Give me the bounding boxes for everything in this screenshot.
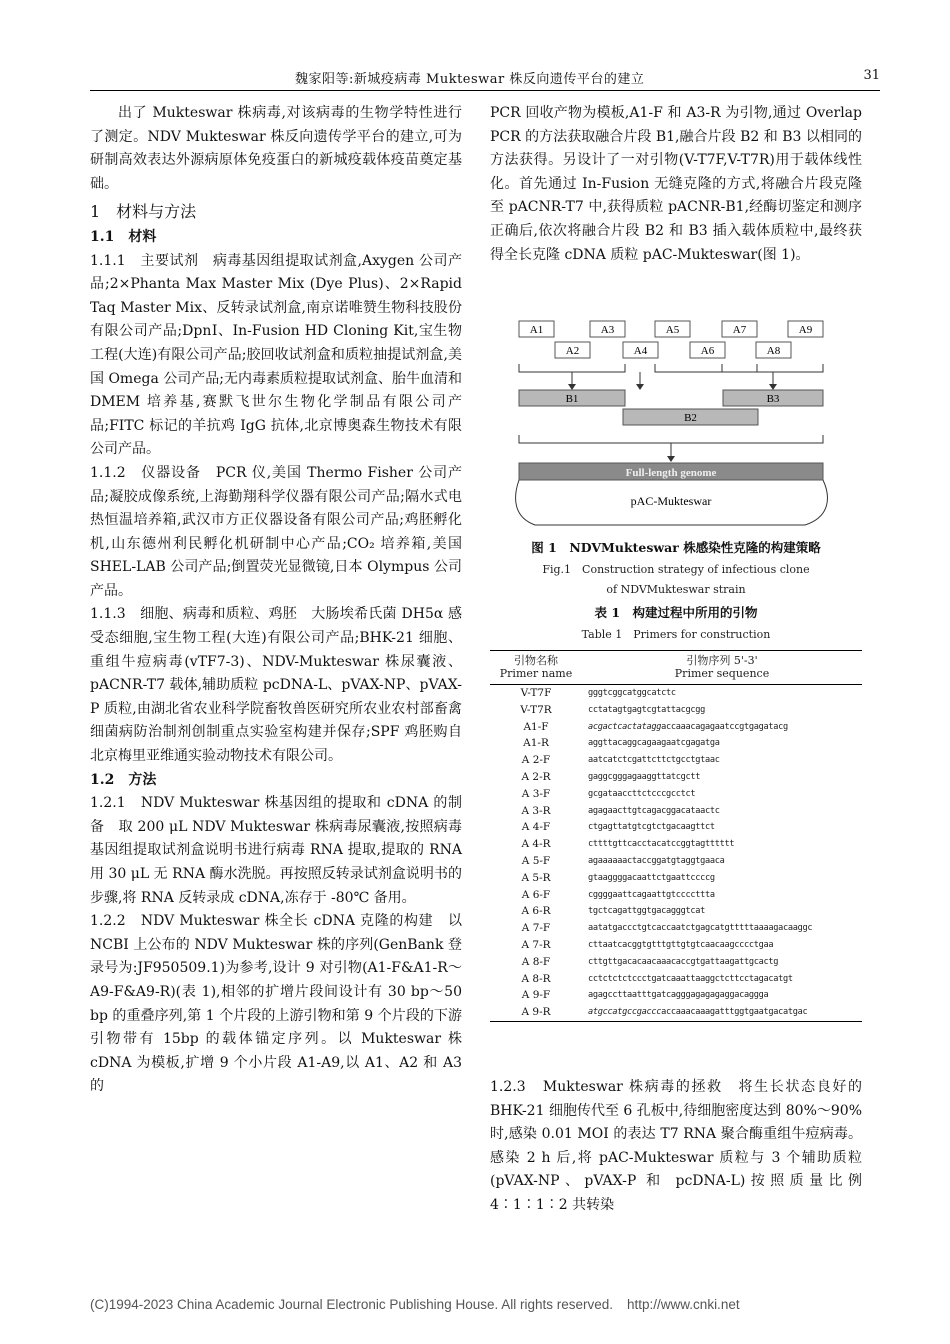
right-lower-text — [490, 1076, 862, 1218]
heading-1-2-3: 1.2.3 Mukteswar 株病毒的拯救 — [490, 1079, 723, 1095]
text-1-2-2: 以 NCBI 上公布的 NDV Mukteswar 株的序列(GenBank 登录号为:JF950509.1)为参考,设计 9 对引物(A1-F&A1-R～A9-F&A9-R)(表 1),相邻的扩增片段间设计有 30 bp～50 bp 的重叠序列,第 1 个片段的上游引物和第 9 个片段的下游引物带有 15bp 的载体锚定序列。以 Mukteswar 株 cDNA 为模板,扩增 9 个小片段 A1-A9,以 A1、A2 和 A3 的 — [90, 913, 463, 1095]
left-column — [90, 102, 462, 1099]
section-1-1-3 — [90, 603, 462, 768]
label-a9: A9 — [798, 324, 813, 336]
primer-core-sequence: agagccttaatttgatcagggagagagaggacaggga — [588, 990, 769, 1001]
primer-name: A1-F — [523, 720, 549, 733]
primer-core-sequence: accaaacaaagatttggtgaatgacatgac — [661, 1007, 808, 1018]
primer-core-sequence: cggggaattcagaattgtccccttta — [588, 889, 715, 900]
label-a6: A6 — [700, 345, 715, 357]
primer-sequence — [582, 836, 862, 853]
section-1-2-heading: 1.2 方法 — [90, 771, 157, 788]
anchor-sequence: atgccatgccgaccc — [588, 1007, 662, 1018]
primer-name: A 5-R — [521, 871, 551, 884]
label-a7: A7 — [732, 324, 747, 336]
primer-core-sequence: tgctcagattggtgacagggtcat — [588, 906, 705, 917]
label-b2: B2 — [684, 412, 697, 424]
primer-name: A 6-F — [521, 888, 551, 901]
text-1-1-2: PCR 仪,美国 Thermo Fisher 公司产品;凝胶成像系统,上海勤翔科学仪器有限公司产品;隔水式电热恒温培养箱,武汉市方正仪器设备有限公司产品;鸡胚孵化机,山东德州利民孵化机研制中心产品;CO₂ 培养箱,美国 SHEL-LAB 公司产品;倒置荧光显微镜,日本 Olympus 公司产品。 — [90, 464, 462, 599]
table-row — [490, 971, 862, 988]
table-row — [490, 803, 862, 820]
header-title: 魏家阳等:新城疫病毒 Mukteswar 株反向遗传平台的建立 — [295, 72, 645, 87]
primer-sequence — [582, 887, 862, 904]
primer-name: A 8-F — [521, 955, 551, 968]
arrowhead-b — [667, 456, 675, 462]
table-row — [490, 870, 862, 887]
section-1-2-2 — [90, 910, 462, 1099]
primer-sequence — [582, 987, 862, 1004]
primer-name: V-T7F — [520, 687, 552, 699]
table-row — [490, 1004, 862, 1021]
table-row — [490, 786, 862, 803]
primer-name: A 8-R — [521, 972, 551, 985]
copyright-text: (C)1994-2023 China Academic Journal Electronic Publishing House. All rights reserved. — [90, 1297, 614, 1312]
primer-name: A 9-F — [521, 989, 551, 1002]
figure-1-caption-en-1: Fig.1 Construction strategy of infectious clone — [542, 563, 810, 576]
table-row — [490, 752, 862, 769]
primer-name: V-T7R — [520, 703, 552, 716]
page-number: 31 — [863, 68, 880, 83]
right-column — [490, 102, 862, 267]
copyright-footer — [90, 1297, 754, 1312]
section-1-2-1 — [90, 792, 462, 910]
heading-1-1-2: 1.1.2 仪器设备 — [90, 464, 201, 481]
primer-core-sequence: gtaaggggacaattctgaattccccg — [588, 872, 715, 883]
primer-sequence — [582, 803, 862, 820]
primer-sequence — [582, 685, 862, 702]
table-row — [490, 735, 862, 752]
primer-name: A 7-F — [521, 922, 551, 935]
primer-sequence — [582, 971, 862, 988]
table-row — [490, 702, 862, 719]
primer-sequence — [582, 735, 862, 752]
table-row — [490, 819, 862, 836]
text-1-1-1: 病毒基因组提取试剂盒,Axygen 公司产品;2×Phanta Max Master Mix (Dye Plus)、2×Rapid Taq Master Mix、反转录试剂盒,南京诺唯赞生物科技股份有限公司产品;DpnⅠ、In-Fusion HD Cloning Kit,宝生物工程(大连)有限公司产品;胶回收试剂盒和质粒抽提试剂盒,美国 Omega 公司产品;无内毒素质粒提取试剂盒、胎牛血清和 DMEM 培养基,赛默飞世尔生物化学制品有限公司产品;FITC 标记的羊抗鸡 IgG 抗体,北京博奥森生物技术有限公司产品。 — [90, 252, 462, 458]
col-primer-name: 引物名称 Primer name — [490, 651, 582, 685]
table-row — [490, 887, 862, 904]
table-row — [490, 685, 862, 702]
primer-core-sequence: cttttgttcacctacatccggtagtttttt — [588, 839, 735, 850]
primer-core-sequence: gcgataaccttctcccgcctct — [588, 788, 696, 799]
primer-name: A 6-R — [521, 905, 551, 918]
table-row — [490, 954, 862, 971]
text-1-1-3: 大肠埃希氏菌 DH5α 感受态细胞,宝生物工程(大连)有限公司产品;BHK-21 细胞、重组牛痘病毒(vTF7-3)、NDV-Mukteswar 株尿囊液、pACNR-T7 载体,辅助质粒 pcDNA-L、pVAX-NP、pVAX-P 质粒,由湖北省农业科学院畜牧兽医研究所农业农村部畜禽细菌病防治制剂创制重点实验室构建并保存;SPF 鸡胚购自北京梅里亚维通实验动物技术有限公司。 — [90, 606, 463, 765]
table-row — [490, 769, 862, 786]
primer-sequence — [582, 786, 862, 803]
primer-name: A 7-R — [521, 938, 551, 951]
running-header — [90, 68, 880, 91]
primer-core-sequence: accaaacagagaatccgtgagatacg — [661, 721, 788, 732]
table-row — [490, 920, 862, 937]
section-1-heading: 1 材料与方法 — [90, 202, 197, 222]
primer-table-body — [490, 685, 862, 1022]
primer-name: A 2-R — [521, 770, 551, 783]
primer-sequence — [582, 853, 862, 870]
section-1-1-2 — [90, 462, 462, 604]
primer-core-sequence: cttaatcacggtgtttgttgtgtcaacaagcccctgaa — [588, 939, 774, 950]
primer-core-sequence: aatatgaccctgtcaccaatctgagcatgtttttaaaagacaaggc — [588, 923, 813, 934]
genome-label: Full-length genome — [625, 467, 717, 479]
table-row — [490, 853, 862, 870]
table-row — [490, 937, 862, 954]
table-1-caption-en: Table 1 Primers for construction — [581, 628, 771, 641]
table-row — [490, 987, 862, 1004]
primer-name: A 9-R — [521, 1006, 551, 1019]
primer-name: A 3-F — [521, 787, 551, 800]
primer-sequence — [582, 870, 862, 887]
anchor-sequence: acgactcactatagg — [588, 721, 662, 732]
merge-brackets-b — [519, 435, 823, 458]
primer-sequence — [582, 954, 862, 971]
primer-core-sequence: ctgagttatgtcgtctgacaagttct — [588, 822, 715, 833]
label-a8: A8 — [766, 345, 781, 357]
primer-sequence — [582, 702, 862, 719]
label-b1: B1 — [565, 393, 579, 405]
primer-name: A 3-R — [521, 804, 551, 817]
primer-sequence — [582, 719, 862, 736]
text-1-2-1: 取 200 μL NDV Mukteswar 株病毒尿囊液,按照病毒基因组提取试剂盒说明书进行病毒 RNA 提取,提取的 RNA 用 30 μL 无 RNA 酶水洗脱。再按照反转录试剂盒说明书的步骤,将 RNA 反转录成 cDNA,冻存于 -80℃ 备用。 — [90, 818, 463, 906]
section-1-1-1 — [90, 250, 462, 462]
label-b3: B3 — [766, 393, 780, 405]
heading-1-1-1: 1.1.1 主要试剂 — [90, 252, 199, 269]
primer-sequence — [582, 937, 862, 954]
intro-paragraph: 出了 Mukteswar 株病毒,对该病毒的生物学特性进行了测定。NDV Mukteswar 株反向遗传学平台的建立,可为研制高效表达外源病原体免疫蛋白的新城疫载体疫苗奠定基础。 — [90, 105, 462, 192]
primer-core-sequence: aggttacaggcagaagaatcgagatga — [588, 738, 720, 749]
primer-core-sequence: cctctctctccctgatcaaattaaggctcttcctagacatgt — [588, 973, 793, 984]
primer-sequence — [582, 903, 862, 920]
primer-sequence — [582, 1004, 862, 1021]
label-a5: A5 — [665, 324, 680, 336]
primer-sequence — [582, 752, 862, 769]
figure-1-diagram — [505, 312, 850, 540]
col-primer-sequence: 引物序列 5'-3' Primer sequence — [582, 651, 862, 685]
plasmid-label: pAC-Mukteswar — [630, 494, 712, 508]
primer-core-sequence: cttgttgacacaacaaacaccgtgattaagattgcactg — [588, 956, 779, 967]
primer-core-sequence: gaggcgggagaaggttatcgctt — [588, 771, 701, 782]
continued-paragraph: PCR 回收产物为模板,A1-F 和 A3-R 为引物,通过 Overlap PCR 的方法获取融合片段 B1,融合片段 B2 和 B3 以相同的方法获得。另设计了一对引物(V-T7F,V-T7R)用于载体线性化。首先通过 In-Fusion 无缝克隆的方式,将融合片段克隆至 pACNR-T7 中,获得质粒 pACNR-B1,经酶切鉴定和测序正确后,依次将融合片段 B2 和 B3 插入载体质粒中,最终获得全长克隆 cDNA 质粒 pAC-Mukteswar(图 1)。 — [490, 105, 862, 263]
primer-sequence — [582, 769, 862, 786]
primer-table — [490, 650, 862, 1022]
primer-core-sequence: gggtcggcatggcatctc — [588, 688, 676, 698]
primer-sequence — [582, 920, 862, 937]
arrowheads-a — [568, 384, 777, 390]
heading-1-2-1: 1.2.1 NDV Mukteswar 株基因组的提取和 cDNA 的制备 — [90, 795, 462, 835]
primer-name: A 5-F — [521, 854, 551, 867]
primer-core-sequence: agagaacttgtcagacggacataactc — [588, 805, 720, 816]
table-row — [490, 836, 862, 853]
section-1-2-3 — [490, 1076, 862, 1218]
primer-sequence — [582, 819, 862, 836]
label-a4: A4 — [633, 345, 648, 357]
primer-name: A 4-R — [521, 838, 551, 851]
merge-brackets-a — [519, 364, 823, 386]
primer-name: A1-R — [523, 737, 549, 750]
heading-1-2-2: 1.2.2 NDV Mukteswar 株全长 cDNA 克隆的构建 — [90, 913, 434, 930]
primer-name: A 2-F — [521, 754, 551, 767]
table-row — [490, 903, 862, 920]
footer-url[interactable]: http://www.cnki.net — [627, 1297, 740, 1312]
primer-core-sequence: cctatagtgagtcgtattacgcgg — [588, 704, 705, 715]
label-a1: A1 — [529, 324, 544, 336]
figure-1-caption-zh: 图 1 NDVMukteswar 株感染性克隆的构建策略 — [531, 540, 821, 555]
heading-1-1-3: 1.1.3 细胞、病毒和质粒、鸡胚 — [90, 606, 297, 623]
primer-name: A 4-F — [521, 821, 551, 834]
label-a2: A2 — [565, 345, 580, 357]
label-a3: A3 — [600, 324, 615, 336]
figure-1-caption-en-2: of NDVMukteswar strain — [606, 583, 746, 596]
primer-core-sequence: agaaaaaactaccggatgtaggtgaaca — [588, 855, 725, 866]
text-1-2-3: 将生长状态良好的 BHK-21 细胞传代至 6 孔板中,待细胞密度达到 80%～90%时,感染 0.01 MOI 的表达 T7 RNA 聚合酶重组牛痘病毒。感染 2 h 后,将 pAC-Mukteswar 质粒与 3 个辅助质粒(pVAX-NP、pVAX-P 和 pcDNA-L)按照质量比例 4∶1∶1∶2 共转染 — [490, 1079, 863, 1213]
primer-core-sequence: aatcatctcgattcttctgcctgtaac — [588, 755, 720, 766]
section-1-1-heading: 1.1 材料 — [90, 228, 157, 245]
table-row — [490, 719, 862, 736]
table-1-caption-zh: 表 1 构建过程中所用的引物 — [594, 605, 758, 620]
